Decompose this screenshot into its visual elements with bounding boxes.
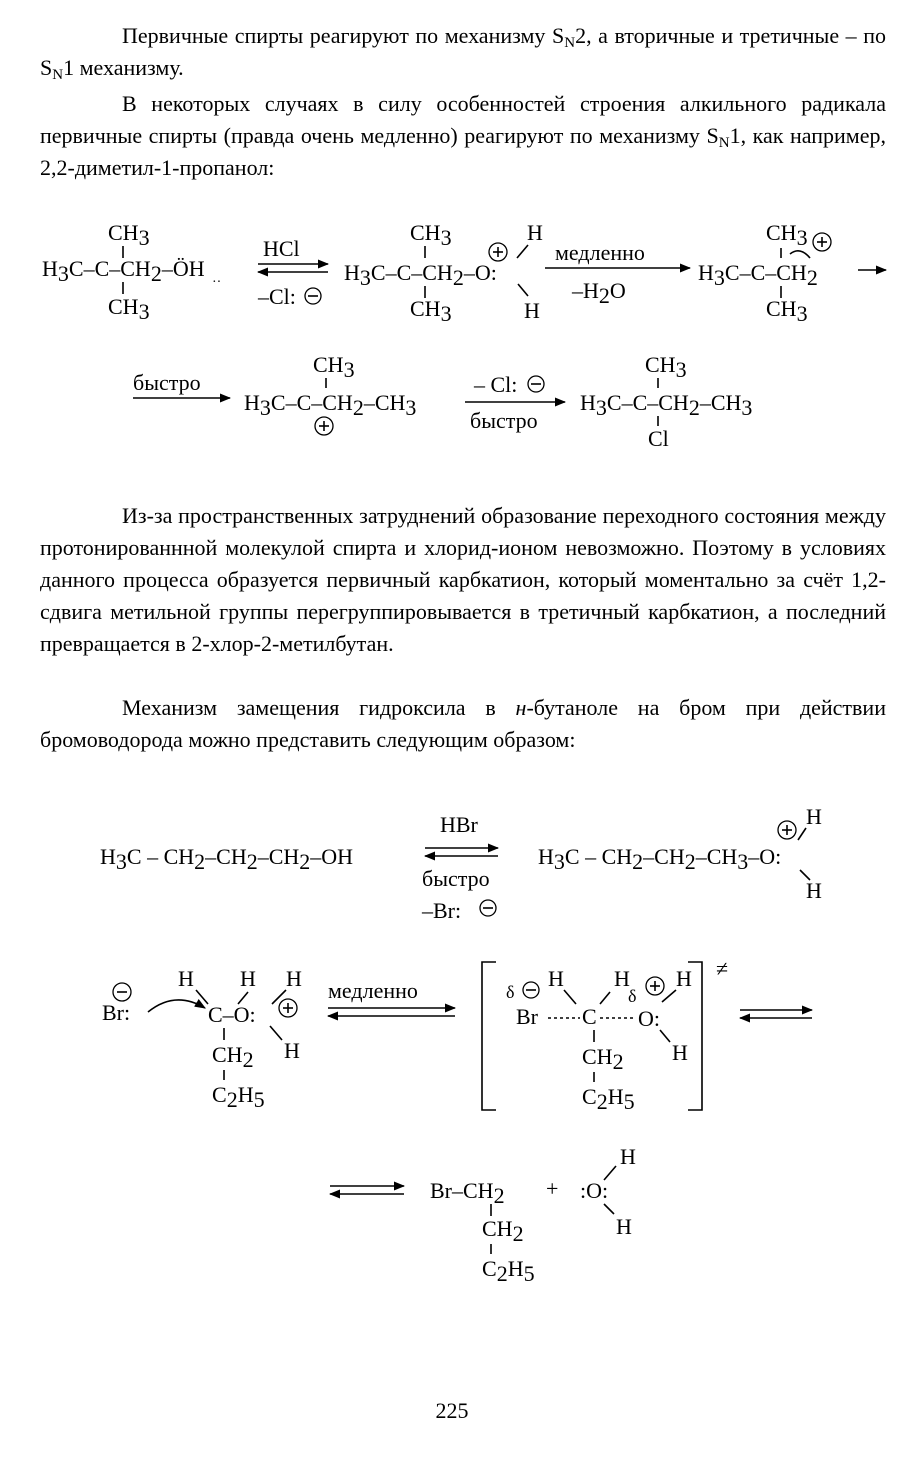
svg-text:Cl: Cl [648,426,669,451]
hbr-reagent: HBr [440,812,478,837]
svg-text:C: C [582,1004,597,1029]
sn2-attack [102,966,302,1112]
svg-text:H3C–C–CH2: H3C–C–CH2 [698,260,818,290]
minus-chloride-2: – Cl: [474,372,518,397]
hcl-reagent: HCl [263,236,300,261]
svg-text:H: H [806,878,822,903]
svg-text:CH3: CH3 [313,352,355,382]
chloro-methylbutane [580,352,752,451]
svg-text:H: H [806,804,822,829]
svg-text:H3C–C–CH2–CH3: H3C–C–CH2–CH3 [244,390,417,420]
svg-text:δ: δ [506,982,515,1002]
svg-text:H3C–C–CH2–O:: H3C–C–CH2–O: [344,260,497,290]
svg-text:CH3: CH3 [108,294,150,324]
svg-text:H: H [616,1214,632,1239]
svg-text:CH3: CH3 [766,220,808,250]
svg-text::O:: :O: [580,1178,609,1203]
svg-text:H: H [676,966,692,991]
svg-text:CH3: CH3 [766,296,808,326]
svg-text:C2H5: C2H5 [582,1084,635,1114]
svg-text:H3C–C–CH2–CH3: H3C–C–CH2–CH3 [580,390,753,420]
svg-text:H: H [178,966,194,991]
svg-text:H3C – CH2–CH2–CH3–O:: H3C – CH2–CH2–CH3–O: [538,844,782,874]
fast-label-3: быстро [422,866,490,891]
bromobutane [430,1178,535,1286]
plus-sign: + [546,1176,559,1201]
paragraph-1: Первичные спирты реагируют по механизму $S_N2$, а вторичные и третичные – по $S_N1$ механизму. [40,23,886,83]
svg-text:H: H [620,1144,636,1169]
slow-label-2: медленно [328,978,418,1003]
neopentanol [42,220,221,324]
svg-text:C–O:: C–O: [208,1002,256,1027]
svg-text:CH3: CH3 [108,220,150,250]
svg-text:CH3: CH3 [645,352,687,382]
svg-text:H: H [286,966,302,991]
svg-text:CH2: CH2 [212,1042,254,1072]
svg-text:CH2: CH2 [482,1216,524,1246]
transition-state [482,956,728,1114]
svg-text:≠: ≠ [716,956,729,981]
svg-text:H: H [672,1040,688,1065]
tertiary-carbocation [244,352,416,435]
paragraph-3: Из-за пространственных затруднений образование переходного состояния между протонированнной молекулой спирта и хлорид-ионом невозможно. Поэтому в условиях данного процесса образуется первичный карбкатион, который моментально за счёт 1,2-сдвига метильной группы перегруппировывается в третичный карбкатион, а последний превращается в 2-хлор-2-метилбутан. [40,503,886,656]
svg-text:CH3: CH3 [410,220,452,250]
svg-text:O:: O: [638,1006,660,1031]
minus-bromide: –Br: [422,898,462,923]
svg-text:C2H5: C2H5 [482,1256,535,1286]
svg-text:CH3: CH3 [410,296,452,326]
svg-text:Br–CH2: Br–CH2 [430,1178,505,1208]
butanol [100,844,353,874]
svg-text:H: H [284,1038,300,1063]
fast-label: быстро [133,370,201,395]
svg-text:H: H [614,966,630,991]
protonated-butanol [538,804,822,903]
svg-text:H: H [527,220,543,245]
page-number: 225 [435,1398,469,1423]
paragraph-2: В некоторых случаях в силу особенностей строения алкильного радикала первичные спирты (правда очень медленно) реагируют по механизму $S_N1$, как например, 2,2-диметил-1-пропанол: [40,91,886,180]
svg-text:CH2: CH2 [582,1044,624,1074]
paragraph-4: Механизм замещения гидроксила в н-бутаноле на бром при действии бромоводорода можно представить следующим образом: [40,695,886,752]
svg-text:H3C – CH2–CH2–CH2–OH: H3C – CH2–CH2–CH2–OH [100,844,354,874]
primary-carbocation [698,220,886,326]
svg-text:C2H5: C2H5 [212,1082,265,1112]
svg-text:Br: Br [516,1004,538,1029]
reaction-scheme-1 [0,210,904,460]
svg-text:–H2O: –H2O [572,278,626,308]
water [580,1144,636,1239]
svg-text:H: H [240,966,256,991]
svg-text:δ: δ [628,986,637,1006]
svg-text:H: H [548,966,564,991]
svg-text:··: ·· [212,275,222,290]
slow-label: медленно [555,240,645,265]
reaction-scheme-2 [0,800,904,1300]
fast-label-2: быстро [470,408,538,433]
svg-text:H: H [524,298,540,323]
minus-chloride: –Cl: [258,284,296,309]
protonated-alcohol [344,220,543,326]
svg-text:Br:: Br: [102,1000,131,1025]
svg-text:H3C–C–CH2–ÖH: H3C–C–CH2–ÖH [42,256,205,286]
